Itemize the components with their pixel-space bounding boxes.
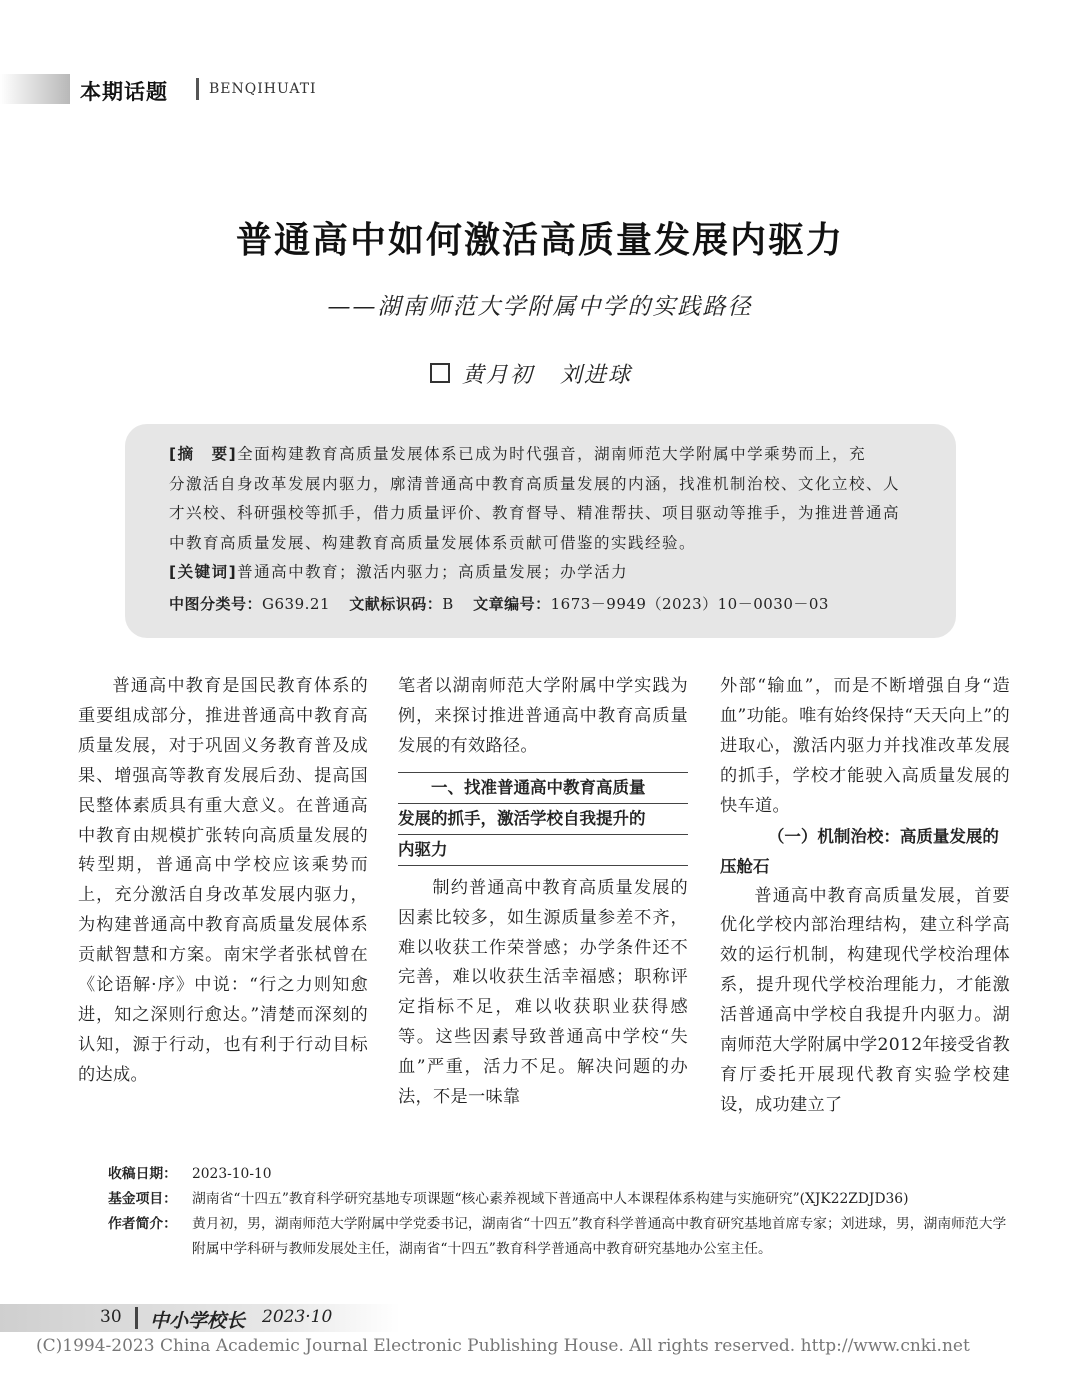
footnote-label: 基金项目：	[108, 1191, 177, 1207]
subsection-heading	[720, 822, 1010, 882]
abstract-label: [摘 要]	[169, 445, 238, 463]
footnote-label: 作者简介：	[108, 1216, 177, 1232]
article-title: 普通高中如何激活高质量发展内驱力	[235, 220, 844, 261]
doc-code-label: 文献标识码：	[349, 594, 443, 613]
copyright-notice: (C)1994-2023 China Academic Journal Electronic Publishing House. All rights reserved. http://www.cnki.net	[36, 1336, 970, 1356]
header-gradient	[0, 74, 70, 104]
keywords-label: [关键词]	[169, 563, 238, 581]
footnote-block	[108, 1162, 1013, 1262]
header-divider	[196, 78, 199, 100]
section-heading-line: 内驱力	[398, 835, 688, 866]
abstract-line	[169, 440, 946, 470]
footnote-author-bio	[108, 1212, 1013, 1262]
doc-code-value: B	[442, 594, 454, 613]
section-header	[0, 74, 1080, 104]
abstract-text: 全面构建教育高质量发展体系已成为时代强音，湖南师范大学附属中学乘势而上，充	[237, 445, 867, 463]
keywords-text: 普通高中教育；激活内驱力；高质量发展；办学活力	[237, 563, 629, 581]
section-title-en: BENQIHUATI	[209, 81, 317, 97]
author-line	[430, 356, 658, 390]
page-number: 30	[100, 1307, 122, 1327]
body-paragraph: 普通高中教育是国民教育体系的重要组成部分，推进普通高中教育高质量发展，对于巩固义务教育普及成果、增强高等教育发展后劲、提高国民整体素质具有重大意义。在普通高中教育由规模扩张转向高质量发展的转型期，普通高中学校应该乘势而上，充分激活自身改革发展内驱力，为构建普通高中教育高质量发展体系贡献智慧和方案。南宋学者张栻曾在《论语解·序》中说：“行之力则知愈进，知之深则行愈达。”清楚而深刻的认知，源于行动，也有利于行动目标的达成。	[78, 676, 368, 1085]
section-heading	[398, 772, 688, 866]
body-column-2	[398, 672, 688, 1113]
author-name: 黄月初	[462, 362, 535, 388]
clc-value: G639.21	[262, 594, 330, 613]
footnote-fund	[108, 1187, 1013, 1212]
footer-divider	[135, 1307, 138, 1329]
footnote-value: 黄月初，男，湖南师范大学附属中学党委书记，湖南省“十四五”教育科学普通高中教育研究基地首席专家；刘进球，男，湖南师范大学附属中学科研与教师发展处主任，湖南省“十四五”教育科学普通高中教育研究基地办公室主任。	[192, 1216, 1007, 1257]
clc-label: 中图分类号：	[169, 594, 263, 613]
subsection-heading-line: 压舱石	[720, 856, 770, 876]
abstract-box	[125, 424, 956, 638]
article-number-label: 文章编号：	[473, 594, 551, 613]
footnote-value: 湖南省“十四五”教育科学研究基地专项课题“核心素养视域下普通高中人本课程体系构建与实施研究”(XJK22ZDJD36)	[192, 1191, 909, 1207]
section-heading-line: 发展的抓手，激活学校自我提升的	[398, 804, 688, 835]
footnote-received	[108, 1162, 1013, 1187]
footnote-value: 2023-10-10	[192, 1166, 272, 1182]
square-box-icon	[430, 363, 450, 383]
author-name: 刘进球	[560, 362, 633, 388]
body-column-1	[78, 672, 368, 1091]
issue-date: 2023·10	[262, 1307, 333, 1327]
article-subtitle: ——湖南师范大学附属中学的实践路径	[327, 294, 753, 320]
page-footer	[0, 1304, 1080, 1332]
article-number-value: 1673－9949（2023）10－0030－03	[550, 594, 829, 613]
body-paragraph: 笔者以湖南师范大学附属中学实践为例，来探讨推进普通高中教育高质量发展的有效路径。	[398, 676, 688, 756]
magazine-name: 中小学校长	[150, 1310, 246, 1332]
footnote-label: 收稿日期：	[108, 1166, 177, 1182]
section-heading-line: 一、找准普通高中教育高质量	[398, 772, 688, 804]
body-paragraph: 外部“输血”，而是不断增强自身“造血”功能。唯有始终保持“天天向上”的进取心，激活内驱力并找准改革发展的抓手，学校才能驶入高质量发展的快车道。	[720, 676, 1010, 816]
body-paragraph: 制约普通高中教育高质量发展的因素比较多，如生源质量参差不齐，难以收获工作荣誉感；办学条件还不完善，难以收获生活幸福感；职称评定指标不足，难以收获职业获得感等。这些因素导致普通高中学校“失血”严重，活力不足。解决问题的办法，不是一味靠	[398, 877, 688, 1108]
abstract-line: 中教育高质量发展、构建教育高质量发展体系贡献可借鉴的实践经验。	[169, 533, 697, 552]
abstract-line: 分激活自身改革发展内驱力，廓清普通高中教育高质量发展的内涵，找准机制治校、文化立校、人	[169, 474, 901, 493]
section-title: 本期话题	[80, 80, 168, 104]
body-paragraph: 普通高中教育高质量发展，首要优化学校内部治理结构，建立科学高效的运行机制，构建现代学校治理体系，提升现代学校治理能力，才能激活普通高中学校自我提升内驱力。湖南师范大学附属中学2012年接受省教育厅委托开展现代教育实验学校建设，成功建立了	[720, 885, 1010, 1115]
body-column-3	[720, 672, 1010, 1121]
keywords-line	[169, 558, 946, 588]
abstract-line: 才兴校、科研强校等抓手，借力质量评价、教育督导、精准帮扶、项目驱动等推手，为推进普通高	[169, 504, 901, 522]
subsection-heading-line: （一）机制治校：高质量发展的	[767, 826, 999, 846]
classification-line	[169, 588, 946, 620]
